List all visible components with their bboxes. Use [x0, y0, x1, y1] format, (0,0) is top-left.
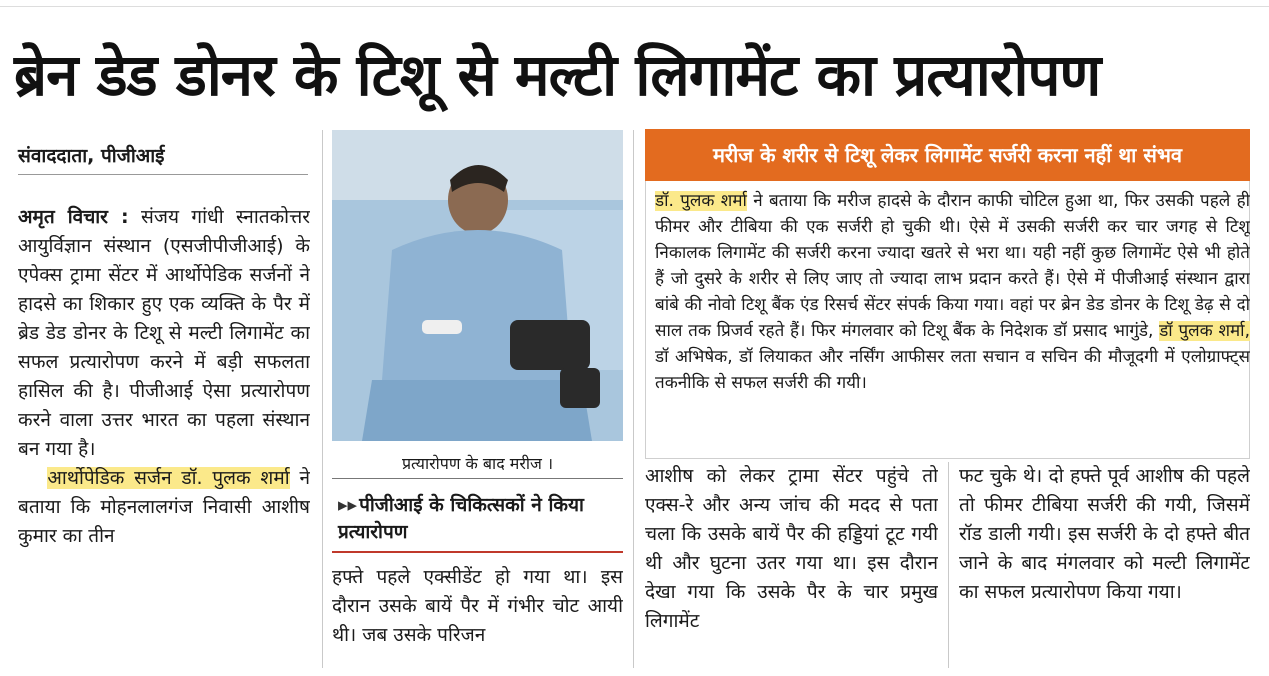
headline: ब्रेन डेड डोनर के टिशू से मल्टी लिगामेंट का प्रत्यारोपण — [14, 41, 1101, 109]
column-divider — [948, 462, 949, 668]
article-column-3: आशीष को लेकर ट्रामा सेंटर पहुंचे तो एक्स-रे और अन्य जांच की मदद से पता चला कि उसके बायें पैर की हड्डियां टूट गयी थी और घुटना उतर गया था। इस दौरान देखा गया कि उसके पैर के चार प्रमुख लिगामेंट — [645, 465, 938, 632]
photo-caption: प्रत्यारोपण के बाद मरीज । — [401, 454, 554, 473]
highlighted-name: आर्थोपेडिक सर्जन डॉ. पुलक शर्मा — [47, 467, 290, 489]
sidebar-text — [655, 188, 1250, 450]
paragraph-2 — [18, 464, 310, 551]
subheading — [338, 492, 628, 546]
highlighted-name: डॉ पुलक शर्मा, — [1159, 321, 1250, 341]
byline-divider — [18, 174, 308, 175]
article-column-2: हफ्ते पहले एक्सीडेंट हो गया था। इस दौरान उसके बायें पैर में गंभीर चोट आयी थी। जब उसके परिजन — [332, 566, 623, 646]
sidebar-heading: मरीज के शरीर से टिशू लेकर लिगामेंट सर्जरी करना नहीं था संभव — [645, 129, 1250, 181]
top-rule — [0, 6, 1269, 7]
paragraph-1-text: संजय गांधी स्नातकोत्तर आयुर्विज्ञान संस्थान (एसजीपीजीआई) के एपेक्स ट्रामा सेंटर में आर्थोपेडिक सर्जनों ने हादसे का शिकार हुए एक व्यक्ति के पैर में ब्रेड डेड डोनर के टिशू से मल्टी लिगामेंट का सफल प्रत्यारोपण करने में बड़ी सफलता हासिल की है। पीजीआई ऐसा प्रत्यारोपण करने वाला उत्तर भारत का पहला संस्थान बन गया है। — [18, 206, 310, 460]
column-divider — [322, 130, 323, 668]
caption-divider — [332, 478, 623, 479]
article-column-1 — [18, 203, 310, 663]
article-column-4: फट चुके थे। दो हफ्ते पूर्व आशीष की पहले तो फीमर टीबिया सर्जरी की गयी, जिसमें रॉड डाली गयी। इस सर्जरी के दो हफ्ते बीत जाने के बाद मंगलवार को मल्टी लिगामेंट का सफल प्रत्यारोपण किया गया। — [959, 465, 1250, 603]
subheading-text: पीजीआई के चिकित्सकों ने किया प्रत्यारोपण — [338, 494, 584, 543]
paragraph-1 — [18, 203, 310, 464]
news-photo — [332, 130, 623, 441]
lead-label: अमृत विचार : — [18, 206, 129, 228]
patient-photo-illustration — [332, 130, 623, 441]
paragraph-2-text: ने बताया कि मोहनलालगंज निवासी आशीष कुमार का तीन — [18, 467, 310, 547]
sidebar-text-part-2: डॉ अभिषेक, डॉ लियाकत और नर्सिंग आफीसर लता सचान व सचिन की मौजूदगी में एलोग्राफ्ट्स तकनीकि से सफल सर्जरी की गयी। — [655, 347, 1250, 393]
double-arrow-icon: ▸▸ — [338, 494, 358, 516]
subheading-rule — [332, 551, 623, 553]
column-divider — [633, 130, 634, 668]
highlighted-name: डॉ. पुलक शर्मा — [655, 191, 747, 211]
sidebar-text-part-1: ने बताया कि मरीज हादसे के दौरान काफी चोटिल हुआ था, फिर उसकी पहले ही फीमर और टीबिया की एक सर्जरी हो चुकी थी। ऐसे में उसकी सर्जरी कर चार जगह से टिशू निकालक लिगामेंट की सर्जरी करना ज्यादा खतरे से भरा था। यही नहीं कुछ लिगामेंट ऐसे भी होते हैं जो दुसरे के शरीर से लिए जाए तो ज्यादा लाभ प्रदान करते हैं। ऐसे में पीजीआई संस्थान द्वारा बांबे की नोवो टिशू बैंक एंड रिसर्च सेंटर संपर्क किया गया। वहां पर ब्रेन डेड डोनर के टिशू डेढ़ से दो साल तक प्रिजर्व रहते हैं। फिर मंगलवार को टिशू बैंक के निदेशक डॉ प्रसाद भागुंडे, — [655, 191, 1250, 341]
byline: संवाददाता, पीजीआई — [18, 145, 165, 167]
